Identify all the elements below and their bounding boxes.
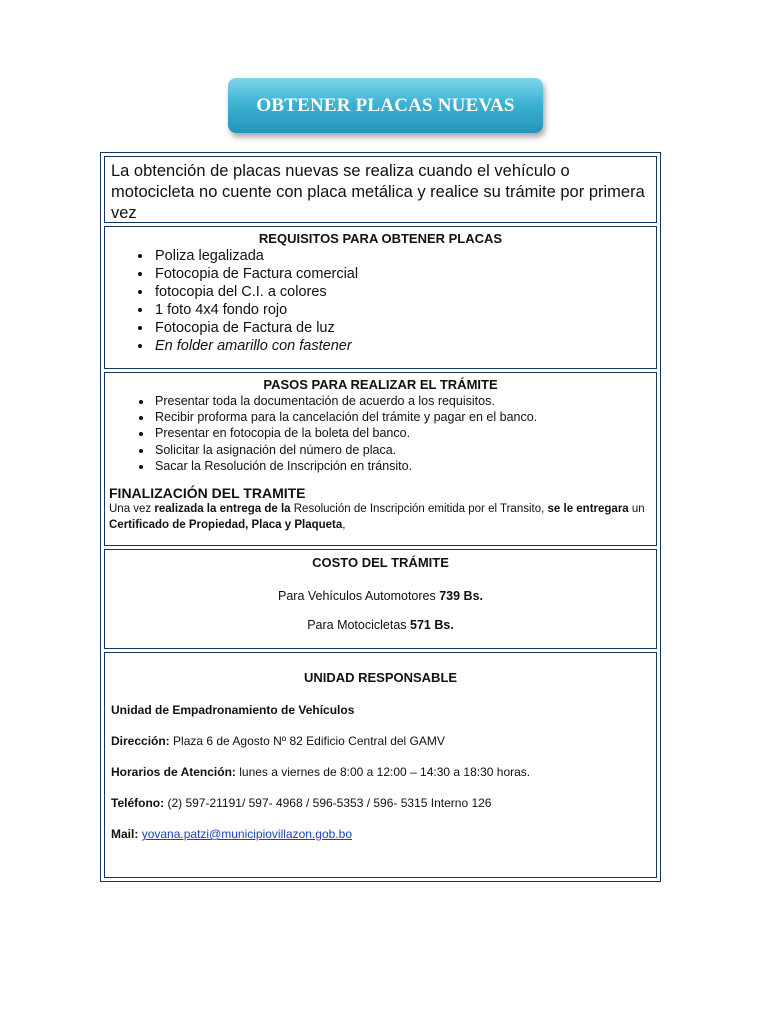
info-value: (2) 597-21191/ 597- 4968 / 596-5353 / 596- 5315 Interno 126 — [164, 796, 492, 810]
pasos-list — [105, 393, 656, 474]
info-label: Dirección: — [111, 734, 170, 748]
costo-value: 739 Bs. — [439, 589, 483, 603]
unidad-direccion — [111, 734, 656, 748]
info-value: Plaza 6 de Agosto Nº 82 Edificio Central del GAMV — [169, 734, 445, 748]
mail-link[interactable]: yovana.patzi@municipiovillazon.gob.bo — [141, 827, 352, 841]
finalizacion-text — [109, 502, 652, 533]
unidad-name: Unidad de Empadronamiento de Vehículos — [111, 703, 355, 717]
costo-automotores — [105, 589, 656, 603]
list-item: • 1 foto 4x4 fondo rojo — [153, 301, 656, 319]
finalizacion-text-part: Una vez — [109, 503, 155, 516]
intro-section — [104, 156, 657, 223]
list-item: • Fotocopia de Factura comercial — [153, 265, 656, 283]
costo-label: Para Motocicletas — [307, 618, 411, 632]
unidad-section — [104, 652, 657, 878]
list-item: • Poliza legalizada — [153, 247, 656, 265]
list-item: • Sacar la Resolución de Inscripción en tránsito. — [153, 458, 656, 474]
unidad-mail — [111, 827, 656, 841]
costo-label: Para Vehículos Automotores — [278, 589, 440, 603]
costo-motocicletas — [105, 618, 656, 632]
finalizacion-text-bold: se le entregara — [547, 503, 629, 516]
pasos-title: PASOS PARA REALIZAR EL TRÁMITE — [263, 377, 498, 392]
finalizacion-text-bold: Certificado de Propiedad, Placa y Plaqueta — [109, 518, 343, 531]
finalizacion-text-bold: realizada la entrega de la — [154, 503, 291, 516]
list-item: • Solicitar la asignación del número de placa. — [153, 442, 656, 458]
requisitos-list — [105, 247, 656, 355]
list-item: • Presentar en fotocopia de la boleta del banco. — [153, 425, 656, 441]
pasos-section — [104, 372, 657, 546]
requisitos-section — [104, 226, 657, 369]
costo-value: 571 Bs. — [410, 618, 454, 632]
list-item: • Recibir proforma para la cancelación del trámite y pagar en el banco. — [153, 409, 656, 425]
requisitos-title: REQUISITOS PARA OBTENER PLACAS — [258, 231, 503, 246]
finalizacion-text-part: un — [628, 503, 645, 516]
intro-text: La obtención de placas nuevas se realiza cuando el vehículo o motocicleta no cuente con placa metálica y realice su trámite por primera vez — [111, 162, 645, 222]
finalizacion-text-part: , — [342, 518, 346, 531]
unidad-title: UNIDAD RESPONSABLE — [303, 670, 458, 685]
unidad-horarios — [111, 765, 656, 779]
info-label: Horarios de Atención: — [111, 765, 236, 779]
unidad-telefono — [111, 796, 656, 810]
list-item: • Presentar toda la documentación de acuerdo a los requisitos. — [153, 393, 656, 409]
document-frame — [100, 152, 661, 882]
list-item: • fotocopia del C.I. a colores — [153, 283, 656, 301]
info-value: lunes a viernes de 8:00 a 12:00 – 14:30 a 18:30 horas. — [235, 765, 531, 779]
costo-title: COSTO DEL TRÁMITE — [312, 555, 449, 570]
costo-section — [104, 549, 657, 649]
page-title: OBTENER PLACAS NUEVAS — [256, 94, 515, 116]
page-title-banner — [228, 78, 543, 133]
info-label: Mail: — [111, 827, 139, 841]
list-item: • Fotocopia de Factura de luz — [153, 319, 656, 337]
finalizacion-title: FINALIZACIÓN DEL TRAMITE — [109, 485, 306, 502]
finalizacion-text-part: Resolución de Inscripción emitida por el Transito, — [290, 503, 548, 516]
list-item: • En folder amarillo con fastener — [153, 337, 656, 355]
info-label: Teléfono: — [111, 796, 165, 810]
